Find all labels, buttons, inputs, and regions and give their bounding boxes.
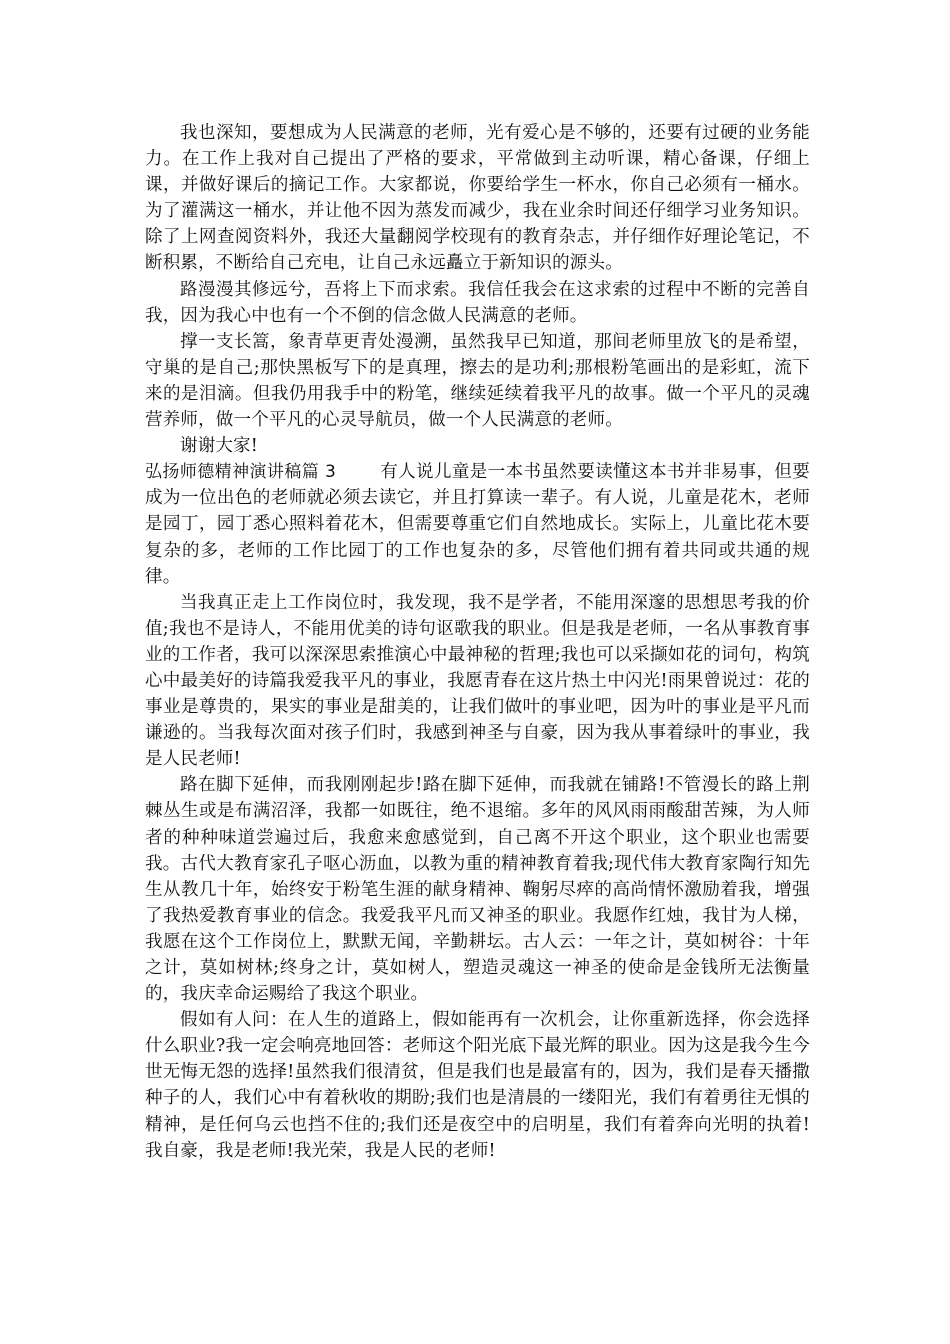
- section-title: 弘扬师德精神演讲稿篇 3: [145, 462, 336, 483]
- paragraph-professional-ability: 我也深知，要想成为人民满意的老师，光有爱心是不够的，还要有过硬的业务能力。在工作上我对自己提出了严格的要求，平常做到主动听课，精心备课，仔细上课，并做好课后的摘记工作。大家都说，你要给学生一杯水，你自己必须有一桶水。为了灌满这一桶水，并让他不因为蒸发而减少，我在业余时间还仔细学习业务知识。除了上网查阅资料外，我还大量翻阅学校现有的教育杂志，并仔细作好理论笔记，不断积累，不断给自己充电，让自己永远矗立于新知识的源头。: [145, 123, 810, 274]
- paragraph-pursuit: 路漫漫其修远兮，吾将上下而求索。我信任我会在这求索的过程中不断的完善自我，因为我心中也有一个不倒的信念做人民满意的老师。: [145, 279, 810, 326]
- paragraph-thanks: 谢谢大家!: [180, 436, 259, 457]
- section-start-paragraph: [145, 459, 810, 589]
- document-page: [145, 120, 810, 1164]
- paragraph-road: 路在脚下延伸，而我刚刚起步!路在脚下延伸，而我就在铺路!不管漫长的路上荆棘丛生或是布满沼泽，我都一如既往，绝不退缩。多年的风风雨雨酸甜苦辣，为人师者的种种味道尝遍过后，我愈来愈感觉到，自己离不开这个职业，这个职业也需要我。古代大教育家孔子呕心沥血，以教为重的精神教育着我;现代伟大教育家陶行知先生从教几十年，始终安于粉笔生涯的献身精神、鞠躬尽瘁的高尚情怀激励着我，增强了我热爱教育事业的信念。我爱我平凡而又神圣的职业。我愿作红烛，我甘为人梯，我愿在这个工作岗位上，默默无闻，辛勤耕坛。古人云：一年之计，莫如树谷：十年之计，莫如树林;终身之计，莫如树人，塑造灵魂这一神圣的使命是金钱所无法衡量的，我庆幸命运赐给了我这个职业。: [145, 775, 810, 1005]
- paragraph-long-pole: 撑一支长篙，象青草更青处漫溯，虽然我早已知道，那间老师里放飞的是希望，守巢的是自己;那快黑板写下的是真理，擦去的是功利;那根粉笔画出的是彩虹，流下来的是泪滴。但我仍用我手中的粉笔，继续延续着我平凡的故事。做一个平凡的灵魂营养师，做一个平凡的心灵导航员，做一个人民满意的老师。: [145, 331, 810, 431]
- paragraph-career: 当我真正走上工作岗位时，我发现，我不是学者，不能用深邃的思想思考我的价值;我也不是诗人，不能用优美的诗句讴歌我的职业。但是我是老师，一名从事教育事业的工作者，我可以深深思索推演心中最神秘的哲理;我也可以采撷如花的词句，构筑心中最美好的诗篇我爱我平凡的事业，我愿青春在这片热土中闪光!雨果曾说过：花的事业是尊贵的，果实的事业是甜美的，让我们做叶的事业吧，因为叶的事业是平凡而谦逊的。当我每次面对孩子们时，我感到神圣与自豪，因为我从事着绿叶的事业，我是人民老师!: [145, 592, 810, 770]
- paragraph-choice: 假如有人问：在人生的道路上，假如能再有一次机会，让你重新选择，你会选择什么职业?我一定会响亮地回答：老师这个阳光底下最光辉的职业。因为这是我今生今世无悔无怨的选择!虽然我们很清贫，但是我们也是最富有的，因为，我们是春天播撒种子的人，我们心中有着秋收的期盼;我们也是清晨的一缕阳光，我们有着勇往无惧的精神，是任何乌云也挡不住的;我们还是夜空中的启明星，我们有着奔向光明的执着!我自豪，我是老师!我光荣，我是人民的老师!: [145, 1010, 810, 1161]
- section-first-paragraph: 有人说儿童是一本书虽然要读懂这本书并非易事，但要成为一位出色的老师就必须去读它，并且打算读一辈子。有人说，儿童是花木，老师是园丁，园丁悉心照料着花木，但需要尊重它们自然地成长。实际上，儿童比花木要复杂的多，老师的工作比园丁的工作也复杂的多，尽管他们拥有着共同或共通的规律。: [145, 462, 810, 587]
